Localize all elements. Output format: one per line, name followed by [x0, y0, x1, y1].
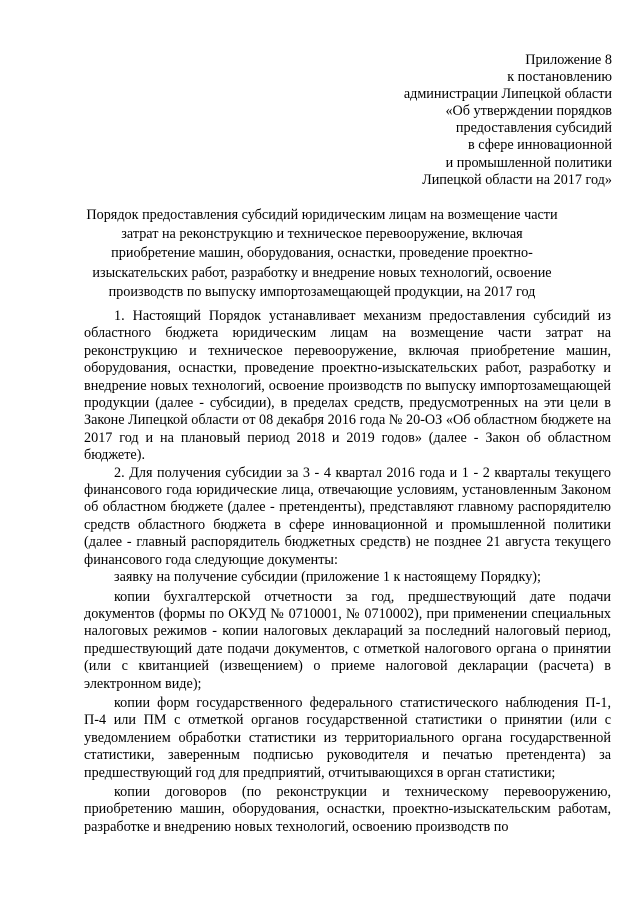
appendix-header	[404, 52, 612, 189]
appendix-line: Приложение 8	[525, 52, 612, 68]
appendix-line: администрации Липецкой области	[403, 86, 612, 103]
appendix-line: «Об утверждении порядков	[445, 103, 612, 120]
paragraph: копии договоров (по реконструкции и техническому перевооружению, приобретению машин, оборудования, оснастки, проектно-изыскательским работам, разработке и внедрению новых технологий, освоению производств по	[84, 783, 611, 835]
appendix-line: в сфере инновационной	[468, 137, 612, 154]
appendix-line: Липецкой области на 2017 год»	[422, 171, 612, 188]
paragraph: копии форм государственного федерального статистического наблюдения П-1, П-4 или ПМ с отметкой органов государственной статистики о принятии (или с уведомлением обработки статистики из территориального органа государственной статистики, заверенным подписью руководителя и печатью претендента) за предшествующий год для предприятий, отчитывающихся в орган статистики;	[84, 694, 611, 781]
paragraph: заявку на получение субсидии (приложение 1 к настоящему Порядку);	[114, 569, 541, 586]
document-title: Порядок предоставления субсидий юридическим лицам на возмещение части затрат на реконструкцию и техническое перевооружение, включая приобретение машин, оборудования, оснастки, проведение проектно-изыскательских работ, разработку и внедрение новых технологий, освоение производств по выпуску импортозамещающей продукции, на 2017 год	[86, 207, 558, 300]
paragraph: 2. Для получения субсидии за 3 - 4 квартал 2016 года и 1 - 2 кварталы текущего финансового года юридические лица, отвечающие условиям, установленным Законом об областном бюджете (далее - претенденты), представляют главному распорядителю средств областного бюджета в сфере инновационной и промышленной политики (далее - главный распорядитель бюджетных средств) не позднее 21 августа текущего финансового года следующие документы:	[84, 464, 611, 568]
appendix-line: к постановлению	[507, 69, 612, 86]
document-body	[84, 308, 611, 836]
appendix-line: предоставления субсидий	[455, 120, 612, 137]
paragraph: копии бухгалтерской отчетности за год, предшествующий дате подачи документов (формы по ОКУД № 0710001, № 0710002), при применении специальных налоговых режимов - копии налоговых деклараций за последний налоговый период, предшествующий дате подачи документов, с отметкой налогового органа о принятии (или с квитанцией (извещением) о приеме налоговой декларации (расчета) в электронном виде);	[84, 588, 611, 692]
paragraph: 1. Настоящий Порядок устанавливает механизм предоставления субсидий из областного бюджета юридическим лицам на возмещение части затрат на реконструкцию и техническое перевооружение, включая приобретение машин, оборудования, оснастки, проведение проектно-изыскательских работ, разработку и внедрение новых технологий, освоение производств по выпуску импортозамещающей продукции (далее - субсидии), в пределах средств, предусмотренных на эти цели в Законе Липецкой области от 08 декабря 2016 года № 20-ОЗ «Об областном бюджете на 2017 год и на плановый период 2018 и 2019 годов» (далее - Закон об областном бюджете).	[84, 308, 611, 464]
appendix-line: и промышленной политики	[445, 154, 612, 171]
